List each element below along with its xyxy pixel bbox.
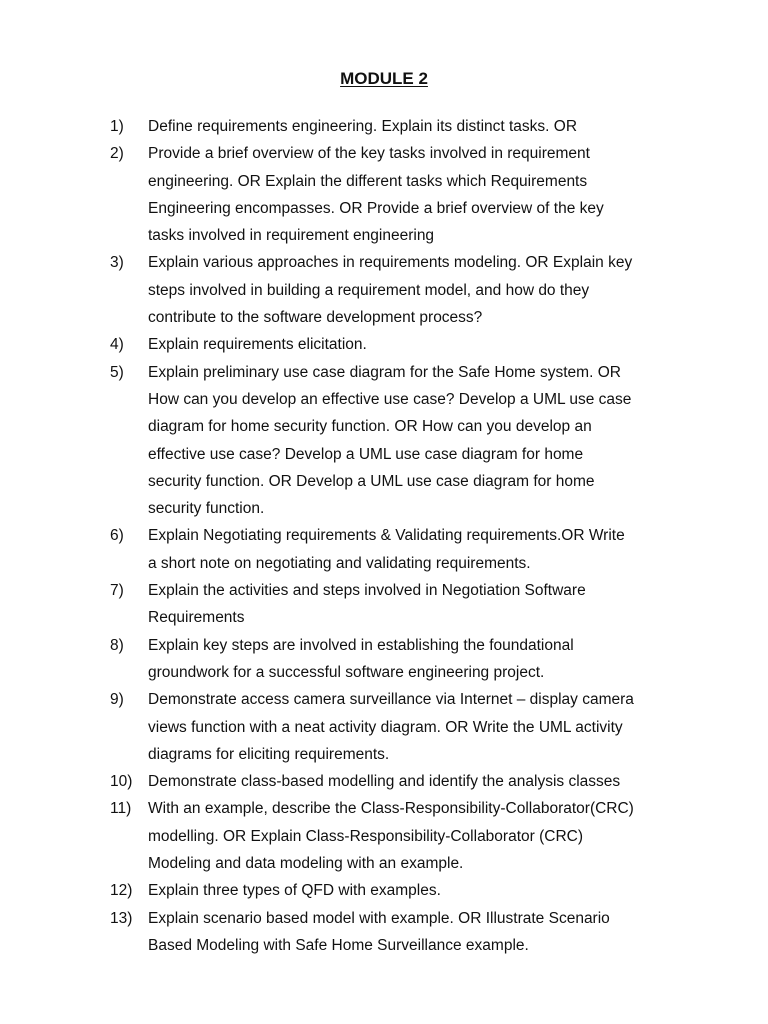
question-text-line: Requirements bbox=[148, 609, 245, 627]
question-text bbox=[148, 905, 678, 960]
question-text-line: Explain the activities and steps involved in Negotiation Software bbox=[148, 582, 586, 600]
question-list bbox=[0, 113, 768, 959]
question-text-line: views function with a neat activity diagram. OR Write the UML activity bbox=[148, 718, 623, 736]
question-text-line: modelling. OR Explain Class-Responsibility-Collaborator (CRC) bbox=[148, 827, 584, 845]
question-item bbox=[0, 686, 768, 768]
question-text-line: Based Modeling with Safe Home Surveillance example. bbox=[148, 936, 529, 954]
question-item bbox=[0, 577, 768, 632]
question-item bbox=[0, 795, 768, 877]
question-text bbox=[148, 331, 678, 358]
question-number: 1) bbox=[110, 118, 124, 135]
question-text-line: Demonstrate access camera surveillance via Internet – display camera bbox=[148, 691, 634, 709]
question-item bbox=[0, 905, 768, 960]
question-text-line: Explain preliminary use case diagram for the Safe Home system. OR bbox=[148, 363, 621, 381]
question-item bbox=[0, 113, 768, 140]
question-item bbox=[0, 768, 768, 795]
question-item bbox=[0, 877, 768, 904]
question-text-line: Explain scenario based model with example. OR Illustrate Scenario bbox=[148, 909, 610, 927]
question-text-line: How can you develop an effective use case? Develop a UML use case bbox=[148, 390, 632, 408]
question-text bbox=[148, 522, 678, 577]
question-text-line: Explain requirements elicitation. bbox=[148, 336, 367, 354]
question-text-line: contribute to the software development process? bbox=[148, 309, 483, 327]
page-title: MODULE 2 bbox=[340, 69, 428, 88]
question-text-line: Define requirements engineering. Explain its distinct tasks. OR bbox=[148, 118, 578, 135]
question-text-line: security function. OR Develop a UML use case diagram for home bbox=[148, 472, 595, 490]
question-text-line: Engineering encompasses. OR Provide a brief overview of the key bbox=[148, 199, 604, 217]
question-item bbox=[0, 331, 768, 358]
question-number: 8) bbox=[110, 636, 124, 654]
question-number: 9) bbox=[110, 691, 124, 709]
question-item bbox=[0, 140, 768, 249]
question-text bbox=[148, 795, 678, 877]
question-item bbox=[0, 359, 768, 523]
question-number: 4) bbox=[110, 336, 124, 354]
question-text-line: Explain various approaches in requirements modeling. OR Explain key bbox=[148, 254, 633, 272]
question-text-line: security function. bbox=[148, 500, 265, 518]
question-text bbox=[148, 113, 678, 140]
question-text-line: groundwork for a successful software engineering project. bbox=[148, 663, 545, 681]
question-number: 7) bbox=[110, 582, 124, 600]
question-text-line: engineering. OR Explain the different tasks which Requirements bbox=[148, 172, 588, 190]
question-item bbox=[0, 249, 768, 331]
question-text-line: effective use case? Develop a UML use case diagram for home bbox=[148, 445, 584, 463]
question-text-line: Provide a brief overview of the key tasks involved in requirement bbox=[148, 145, 590, 163]
question-number: 6) bbox=[110, 527, 124, 545]
question-number: 3) bbox=[110, 254, 124, 272]
question-number: 13) bbox=[110, 909, 133, 927]
question-text bbox=[148, 140, 678, 249]
question-text-line: Modeling and data modeling with an example. bbox=[148, 855, 464, 873]
question-number: 11) bbox=[110, 800, 132, 818]
question-text-line: Explain three types of QFD with examples. bbox=[148, 882, 441, 900]
question-number: 12) bbox=[110, 882, 133, 900]
question-text-line: tasks involved in requirement engineering bbox=[148, 227, 435, 245]
question-text bbox=[148, 686, 678, 768]
question-text-line: With an example, describe the Class-Responsibility-Collaborator(CRC) bbox=[148, 800, 634, 818]
question-text bbox=[148, 577, 678, 632]
question-text-line: Demonstrate class-based modelling and identify the analysis classes bbox=[148, 773, 621, 791]
question-text-line: diagrams for eliciting requirements. bbox=[148, 745, 390, 763]
question-text bbox=[148, 877, 678, 904]
question-text-line: Explain Negotiating requirements & Validating requirements.OR Write bbox=[148, 527, 625, 545]
question-text-line: steps involved in building a requirement model, and how do they bbox=[148, 281, 590, 299]
question-text-line: Explain key steps are involved in establishing the foundational bbox=[148, 636, 574, 654]
question-text-line: a short note on negotiating and validating requirements. bbox=[148, 554, 531, 572]
question-number: 2) bbox=[110, 145, 124, 163]
question-text bbox=[148, 249, 678, 331]
question-text-line: diagram for home security function. OR How can you develop an bbox=[148, 418, 592, 436]
question-number: 10) bbox=[110, 773, 133, 791]
question-text bbox=[148, 632, 678, 687]
question-number: 5) bbox=[110, 363, 124, 381]
question-text bbox=[148, 359, 678, 523]
question-text bbox=[148, 768, 678, 795]
question-item bbox=[0, 522, 768, 577]
question-item bbox=[0, 632, 768, 687]
